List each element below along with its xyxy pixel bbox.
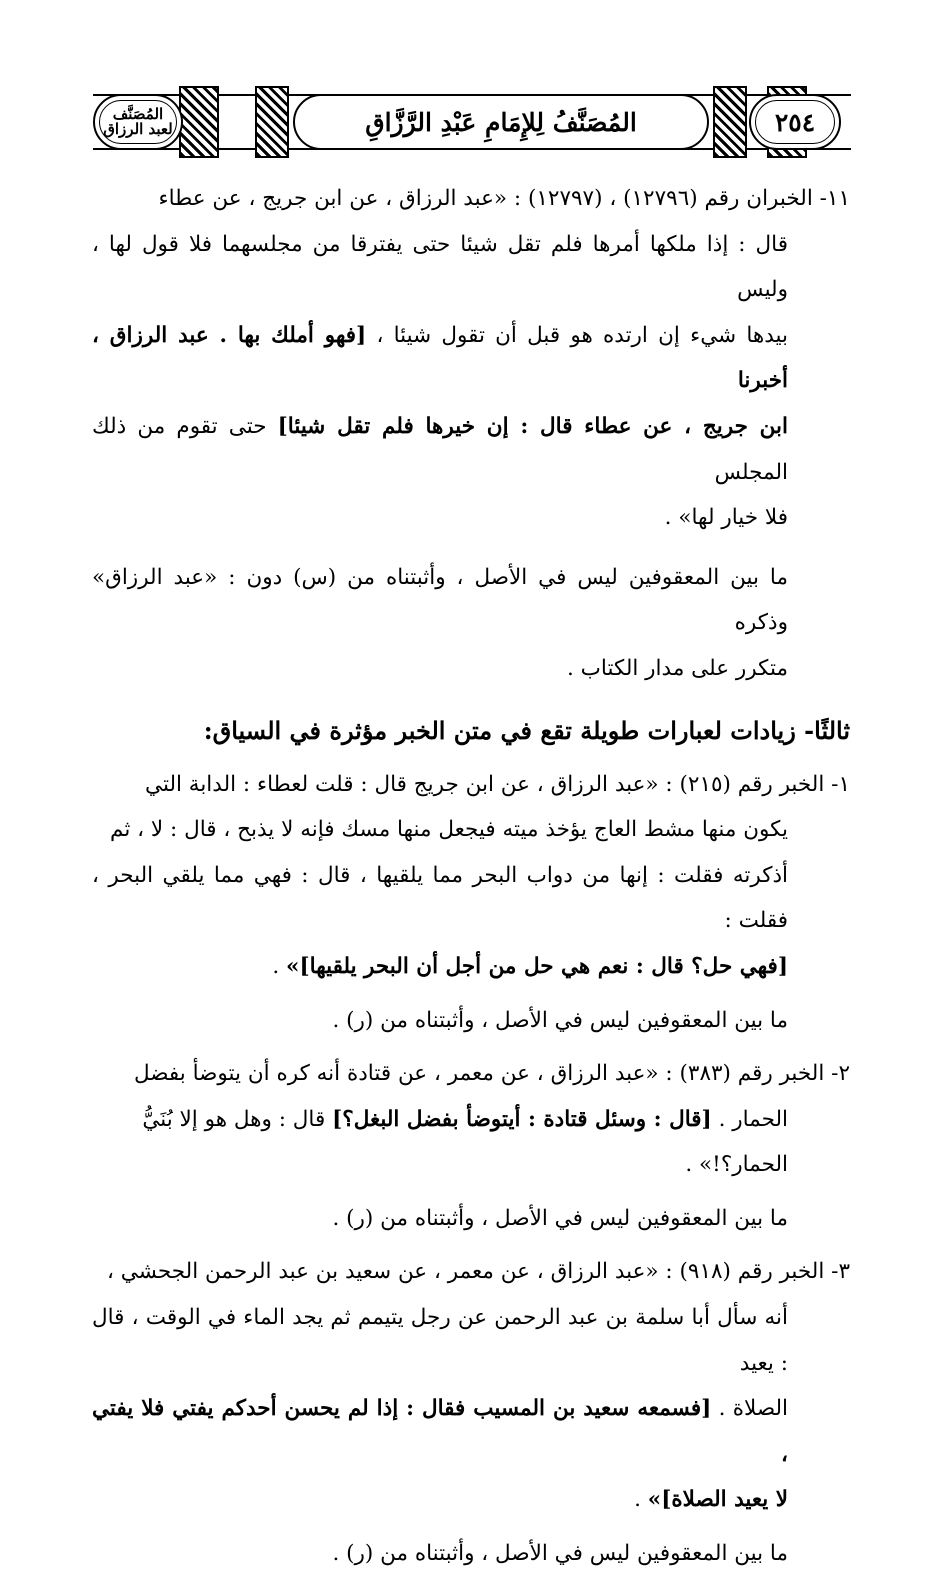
section-heading: ثالثًا- زيادات لعبارات طويلة تقع في متن الخبر مؤثرة في السياق: xyxy=(203,715,850,745)
bracketed-addition: [فهو أملك بها . عبد الرزاق ، أخبرنا xyxy=(92,322,788,394)
text-line: قال : إذا ملكها أمرها فلم تقل شيئا حتى يفترقا من مجلسهما فلا قول لها ، وليس xyxy=(92,231,788,303)
text-line: الحمار . [قال : وسئل قتادة : أيتوضأ بفضل البغل؟] قال : وهل هو إلا بُنَيُّ xyxy=(142,1106,788,1132)
text-line: يكون منها مشط العاج يؤخذ ميته فيجعل منها مسك فإنه لا يذبح ، قال : لا ، ثم xyxy=(110,817,788,843)
bracketed-addition: [فهي حل؟ قال : نعم هي حل من أجل أن البحر يلقيها]» xyxy=(286,953,788,979)
text-line: لا يعيد الصلاة]» . xyxy=(634,1487,788,1513)
book-seal xyxy=(93,94,183,150)
running-title: المُصَنَّفُ لِلإِمَامِ عَبْدِ الرَّزَّاقِ xyxy=(293,94,709,150)
editor-note: متكرر على مدار الكتاب . xyxy=(567,655,788,681)
text-line: فلا خيار لها» . xyxy=(664,505,788,531)
editor-note: ما بين المعقوفين ليس في الأصل ، وأثبتناه من (ر) . xyxy=(332,1205,788,1231)
text-line: الحمار؟!» . xyxy=(685,1152,788,1178)
bracketed-addition: لا يعيد الصلاة]» xyxy=(647,1487,788,1513)
text-line: ١- الخبر رقم (٢١٥) : «عبد الرزاق ، عن ابن جريج قال : قلت لعطاء : الدابة التي xyxy=(145,771,850,797)
text-line: الصلاة . [فسمعه سعيد بن المسيب فقال : إذا لم يحسن أحدكم يفتي فلا يفتي ، xyxy=(92,1396,788,1467)
page-number: ٢٥٤ xyxy=(749,94,841,150)
editor-note: ما بين المعقوفين ليس في الأصل ، وأثبتناه من (ر) . xyxy=(332,1007,788,1033)
seal-line-1: المُصَنَّف xyxy=(112,105,164,123)
bracketed-addition: [قال : وسئل قتادة : أيتوضأ بفضل البغل؟] xyxy=(332,1106,712,1132)
text-line: أنه سأل أبا سلمة بن عبد الرحمن عن رجل يتيمم ثم يجد الماء في الوقت ، قال : يعيد xyxy=(92,1305,788,1376)
bracketed-addition: ابن جريج ، عن عطاء قال : إن خيرها فلم تقل شيئا] xyxy=(277,413,788,439)
editor-note: ما بين المعقوفين ليس في الأصل ، وأثبتناه من (ر) . xyxy=(332,1541,788,1567)
ornament-icon xyxy=(179,86,219,158)
editor-note: ما بين المعقوفين ليس في الأصل ، وأثبتناه من (س) دون : «عبد الرزاق» وذكره xyxy=(92,564,788,636)
text-line: أذكرته فقلت : إنها من دواب البحر مما يلقيها ، قال : فهي مما يلقي البحر ، فقلت : xyxy=(92,862,788,934)
text-line: بيدها شيء إن ارتده هو قبل أن تقول شيئا ، [فهو أملك بها . عبد الرزاق ، أخبرنا xyxy=(92,322,788,394)
page-body xyxy=(92,176,850,1577)
text-line: ابن جريج ، عن عطاء قال : إن خيرها فلم تقل شيئا] حتى تقوم من ذلك المجلس xyxy=(92,413,788,485)
ornament-icon xyxy=(255,86,289,158)
seal-line-2: لعبد الرزاق xyxy=(103,120,173,138)
page-header xyxy=(93,86,851,158)
text-line: [فهي حل؟ قال : نعم هي حل من أجل أن البحر يلقيها]» . xyxy=(272,953,788,979)
text-line: ٣- الخبر رقم (٩١٨) : «عبد الرزاق ، عن معمر ، عن سعيد بن عبد الرحمن الجحشي ، xyxy=(107,1259,850,1285)
text-line: ١١- الخبران رقم (١٢٧٩٦) ، (١٢٧٩٧) : «عبد الرزاق ، عن ابن جريج ، عن عطاء xyxy=(158,186,850,211)
bracketed-addition: [فسمعه سعيد بن المسيب فقال : إذا لم يحسن أحدكم يفتي فلا يفتي ، xyxy=(92,1396,788,1467)
text-line: ٢- الخبر رقم (٣٨٣) : «عبد الرزاق ، عن معمر ، عن قتادة أنه كره أن يتوضأ بفضل xyxy=(134,1061,850,1087)
ornament-icon xyxy=(713,86,747,158)
